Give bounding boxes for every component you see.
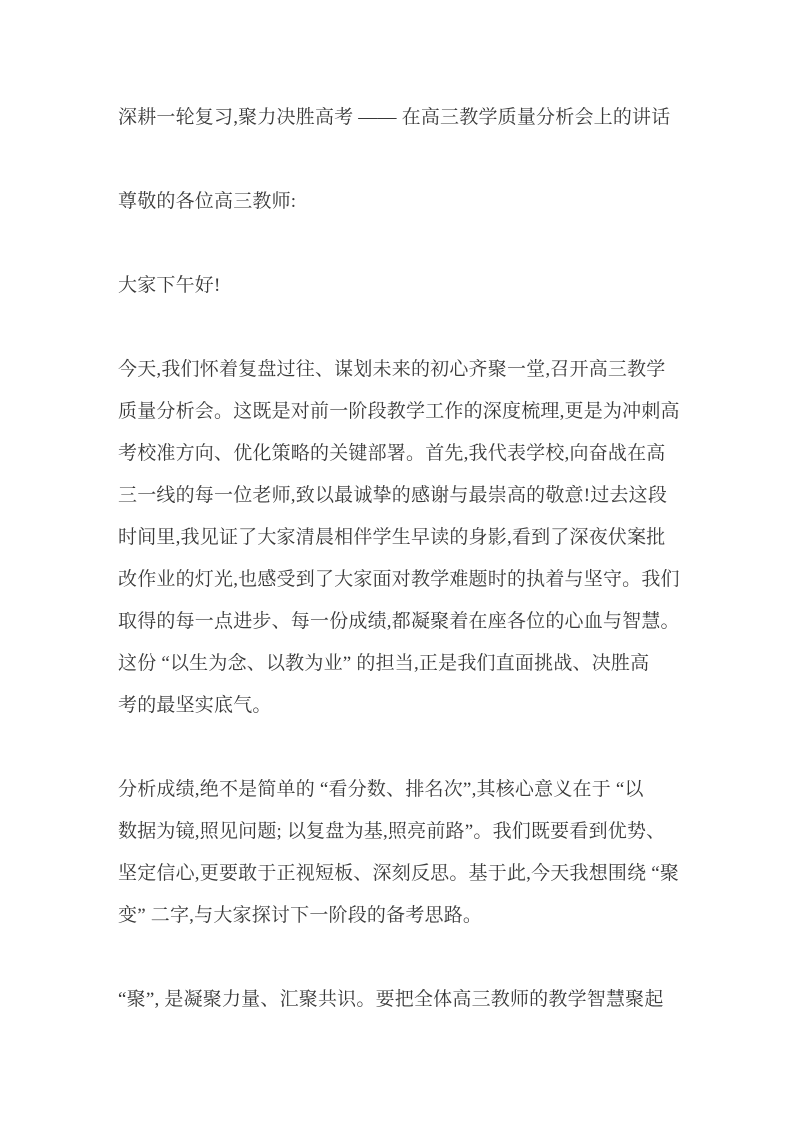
greeting-block <box>118 265 684 307</box>
document-title-block <box>118 97 684 139</box>
paragraph-line: 质量分析会。这既是对前一阶段教学工作的深度梳理,更是为冲刺高 <box>118 401 680 422</box>
document-page <box>118 97 684 1063</box>
salutation-block <box>118 181 684 223</box>
paragraph-line: 数据为镜,照见问题; 以复盘为基,照亮前路”。我们既要看到优势、 <box>118 821 666 842</box>
paragraph-line: 变” 二字,与大家探讨下一阶段的备考思路。 <box>118 905 483 926</box>
paragraph-line: 坚定信心,更要敢于正视短板、深刻反思。基于此,今天我想围绕 “聚 <box>118 863 680 884</box>
greeting-line: 大家下午好! <box>118 275 221 296</box>
paragraph-line: 这份 “以生为念、以教为业” 的担当,正是我们直面挑战、决胜高 <box>118 653 650 674</box>
document-title: 深耕一轮复习,聚力决胜高考 —— 在高三教学质量分析会上的讲话 <box>118 107 671 128</box>
paragraph-line: 分析成绩,绝不是简单的 “看分数、排名次”,其核心意义在于 “以 <box>118 779 644 800</box>
paragraph-line: 改作业的灯光,也感受到了大家面对教学难题时的执着与坚守。我们 <box>118 569 680 590</box>
paragraph-line: “聚”, 是凝聚力量、汇聚共识。要把全体高三教师的教学智慧聚起 <box>118 989 664 1010</box>
paragraph-line: 今天,我们怀着复盘过往、谋划未来的初心齐聚一堂,召开高三教学 <box>118 359 666 380</box>
paragraph-line: 考的最坚实底气。 <box>118 695 272 716</box>
paragraph-1 <box>118 349 684 727</box>
paragraph-3 <box>118 979 684 1021</box>
salutation-line: 尊敬的各位高三教师: <box>118 191 297 212</box>
paragraph-2 <box>118 769 684 937</box>
paragraph-line: 三一线的每一位老师,致以最诚挚的感谢与最崇高的敬意!过去这段 <box>118 485 668 506</box>
paragraph-line: 时间里,我见证了大家清晨相伴学生早读的身影,看到了深夜伏案批 <box>118 527 666 548</box>
paragraph-line: 考校准方向、优化策略的关键部署。首先,我代表学校,向奋战在高 <box>118 443 666 464</box>
paragraph-line: 取得的每一点进步、每一份成绩,都凝聚着在座各位的心血与智慧。 <box>118 611 680 632</box>
